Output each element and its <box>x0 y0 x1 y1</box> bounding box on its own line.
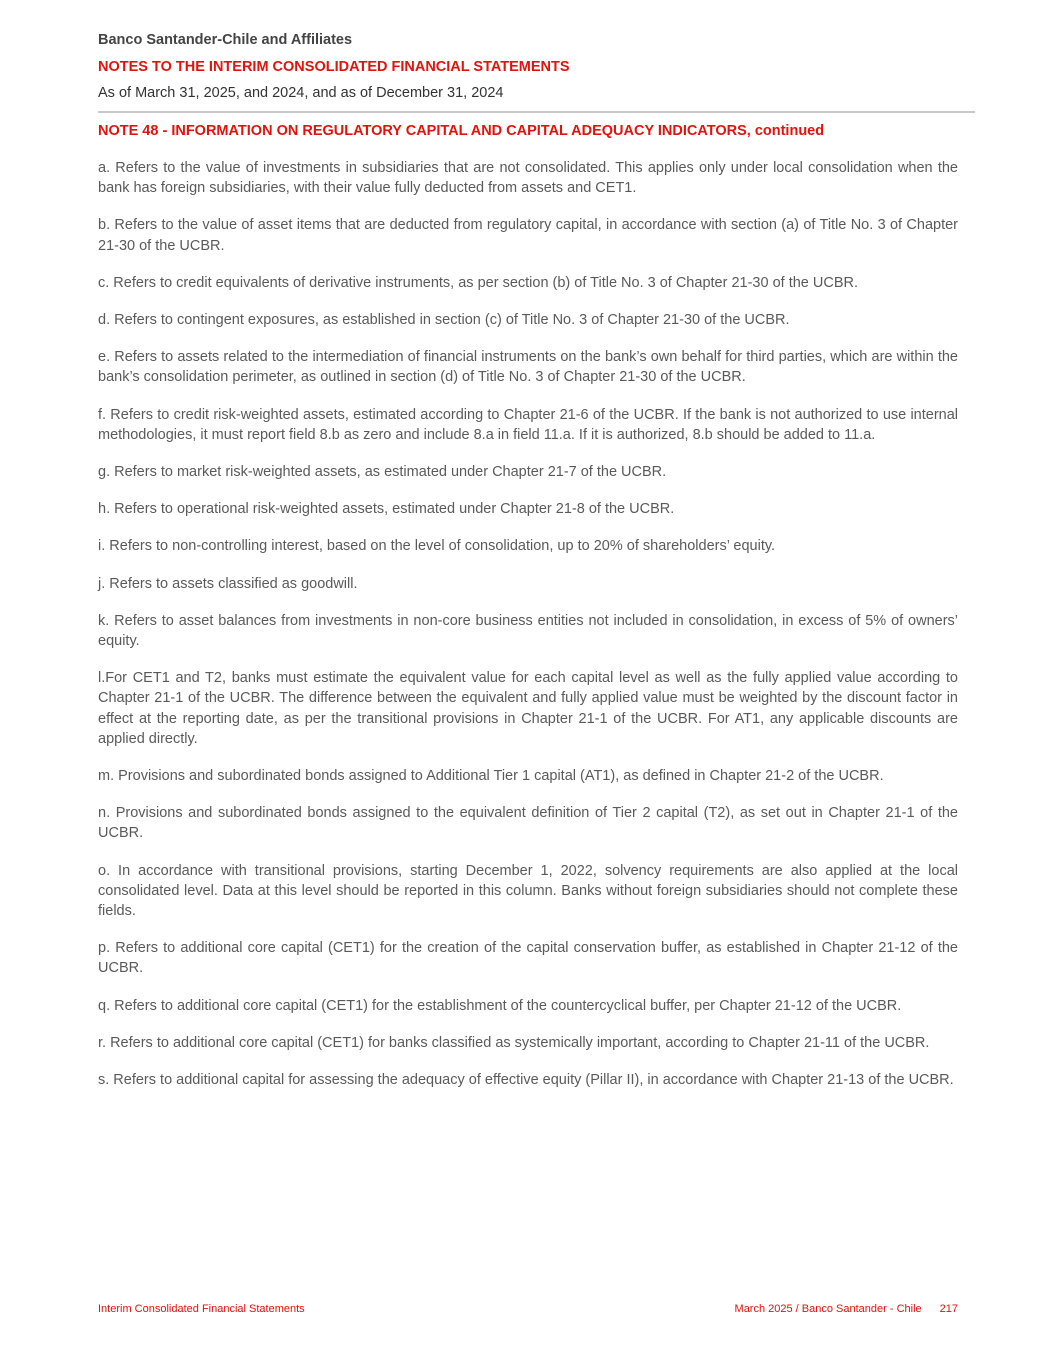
note-item-h: h. Refers to operational risk-weighted assets, estimated under Chapter 21-8 of the UCBR. <box>98 501 675 518</box>
note-item-d: d. Refers to contingent exposures, as established in section (c) of Title No. 3 of Chapter 21-30 of the UCBR. <box>98 312 790 329</box>
note-title: NOTE 48 - INFORMATION ON REGULATORY CAPITAL AND CAPITAL ADEQUACY INDICATORS, continued <box>98 123 825 139</box>
page-number: 217 <box>939 1303 958 1315</box>
note-item-f: f. Refers to credit risk-weighted assets, estimated according to Chapter 21-6 of the UCBR. If the bank is not authorized to use internal methodologies, it must report field 8.b as zero and include 8.a in field 11.a. If it is authorized, 8.b should be added to 11.a. <box>98 406 958 443</box>
company-name: Banco Santander-Chile and Affiliates <box>98 32 353 48</box>
note-item-b: b. Refers to the value of asset items that are deducted from regulatory capital, in accordance with section (a) of Title No. 3 of Chapter 21-30 of the UCBR. <box>98 217 958 254</box>
header-divider <box>98 111 975 113</box>
note-item-p: p. Refers to additional core capital (CET1) for the creation of the capital conservation buffer, as established in Chapter 21-12 of the UCBR. <box>98 940 958 977</box>
note-item-i: i. Refers to non-controlling interest, based on the level of consolidation, up to 20% of shareholders’ equity. <box>98 538 776 555</box>
section-title: NOTES TO THE INTERIM CONSOLIDATED FINANCIAL STATEMENTS <box>98 59 570 75</box>
footer-date-bank: March 2025 / Banco Santander - Chile <box>734 1303 922 1315</box>
note-item-r: r. Refers to additional core capital (CET1) for banks classified as systemically important, according to Chapter 21-11 of the UCBR. <box>98 1034 930 1051</box>
note-item-l: l.For CET1 and T2, banks must estimate the equivalent value for each capital level as well as the fully applied value according to Chapter 21-1 of the UCBR. The difference between the equivalent and fully applied value must be weighted by the discount factor in effect at the reporting date, as per the transitional provisions in Chapter 21-1 of the UCBR. For AT1, any applicable discounts are applied directly. <box>98 670 958 747</box>
note-item-g: g. Refers to market risk-weighted assets, as estimated under Chapter 21-7 of the UCBR. <box>98 464 667 481</box>
note-item-m: m. Provisions and subordinated bonds assigned to Additional Tier 1 capital (AT1), as defined in Chapter 21-2 of the UCBR. <box>98 768 884 785</box>
page-header <box>98 31 958 102</box>
notes-list <box>98 158 958 1107</box>
note-item-k: k. Refers to asset balances from investments in non-core business entities not included in consolidation, in excess of 5% of owners’ equity. <box>98 612 958 650</box>
reporting-period: As of March 31, 2025, and 2024, and as of December 31, 2024 <box>98 85 504 101</box>
footer-document-title: Interim Consolidated Financial Statements <box>98 1303 305 1315</box>
note-item-q: q. Refers to additional core capital (CET1) for the establishment of the countercyclical buffer, per Chapter 21-12 of the UCBR. <box>98 997 902 1014</box>
note-item-a: a. Refers to the value of investments in subsidiaries that are not consolidated. This applies only under local consolidation when the bank has foreign subsidiaries, with their value fully deducted from assets and CET1. <box>98 160 958 197</box>
note-item-e: e. Refers to assets related to the intermediation of financial instruments on the bank’s own behalf for third parties, which are within the bank’s consolidation perimeter, as outlined in section (d) of Title No. 3 of Chapter 21-30 of the UCBR. <box>98 349 958 386</box>
note-item-s: s. Refers to additional capital for assessing the adequacy of effective equity (Pillar II), in accordance with Chapter 21-13 of the UCBR. <box>98 1072 954 1089</box>
footer-info <box>735 1302 958 1316</box>
note-item-j: j. Refers to assets classified as goodwill. <box>98 575 358 592</box>
note-item-o: o. In accordance with transitional provisions, starting December 1, 2022, solvency requirements are also applied at the local consolidated level. Data at this level should be reported in this column. Banks without foreign subsidiaries should not complete these fields. <box>98 862 958 920</box>
note-item-c: c. Refers to credit equivalents of derivative instruments, as per section (b) of Title No. 3 of Chapter 21-30 of the UCBR. <box>98 274 858 291</box>
note-item-n: n. Provisions and subordinated bonds assigned to the equivalent definition of Tier 2 capital (T2), as set out in Chapter 21-1 of the UCBR. <box>98 805 958 842</box>
